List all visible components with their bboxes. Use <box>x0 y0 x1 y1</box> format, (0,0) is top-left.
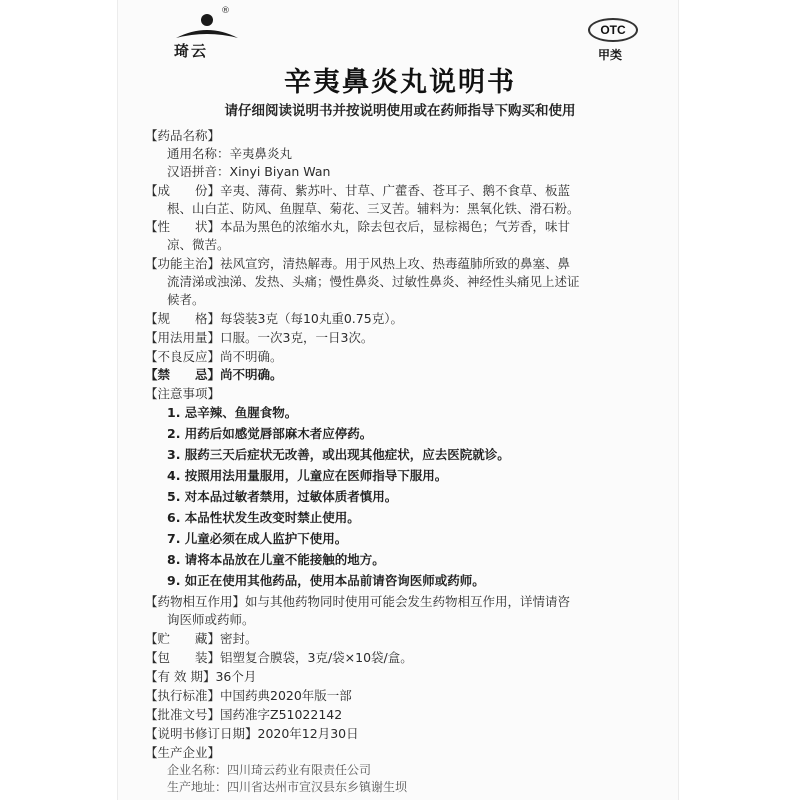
leaflet-line: 【有 效 期】36个月 <box>145 669 257 684</box>
leaflet-line: 8. 请将本品放在儿童不能接触的地方。 <box>167 552 385 567</box>
brand-name: 琦云 <box>174 42 209 60</box>
leaflet-line: 流清涕或浊涕、发热、头痛；慢性鼻炎、过敏性鼻炎、神经性头痛见上述证 <box>167 274 580 289</box>
leaflet-line: 6. 本品性状发生改变时禁止使用。 <box>167 510 360 525</box>
leaflet-line: 【不良反应】尚不明确。 <box>145 349 283 364</box>
registered-mark: ® <box>221 6 230 16</box>
leaflet-line: 【性 状】本品为黑色的浓缩水丸，除去包衣后，显棕褐色；气芳香，味甘 <box>145 219 571 234</box>
leaflet-line: 7. 儿童必须在成人监护下使用。 <box>167 531 348 546</box>
leaflet-line: 询医师或药师。 <box>167 612 255 627</box>
leaflet-line: 【药品名称】 <box>145 128 221 143</box>
leaflet-line: 4. 按照用法用量服用，儿童应在医师指导下服用。 <box>167 468 448 483</box>
leaflet-line: 通用名称：辛夷鼻炎丸 <box>167 146 293 161</box>
leaflet-line: 【生产企业】 <box>145 745 221 760</box>
leaflet-line: 5. 对本品过敏者禁用，过敏体质者慎用。 <box>167 489 398 504</box>
leaflet-line: 【成 份】辛夷、薄荷、紫苏叶、甘草、广藿香、苍耳子、鹅不食草、板蓝 <box>145 183 571 198</box>
leaflet-line: 企业名称：四川琦云药业有限责任公司 <box>167 763 372 777</box>
leaflet-line: 【批准文号】国药准字Z51022142 <box>145 707 343 722</box>
leaflet-line: 【执行标准】中国药典2020年版一部 <box>145 688 352 703</box>
leaflet-line: 根、山白芷、防风、鱼腥草、菊花、三叉苦。辅料为：黑氧化铁、滑石粉。 <box>167 201 580 216</box>
leaflet-line: 候者。 <box>167 292 205 307</box>
document-title: 辛夷鼻炎丸说明书 <box>284 67 516 98</box>
leaflet-line: 【规 格】每袋装3克（每10丸重0.75克）。 <box>145 311 403 326</box>
leaflet-line: 【说明书修订日期】2020年12月30日 <box>145 726 359 741</box>
leaflet-line: 生产地址：四川省达州市宣汉县东乡镇谢生坝 <box>167 780 408 794</box>
leaflet-line: 【功能主治】祛风宣窍，清热解毒。用于风热上攻、热毒蕴肺所致的鼻塞、鼻 <box>145 256 571 271</box>
leaflet-line: 【包 装】铝塑复合膜袋，3克/袋×10袋/盒。 <box>145 650 413 665</box>
document-subtitle: 请仔细阅读说明书并按说明使用或在药师指导下购买和使用 <box>224 103 576 119</box>
leaflet-line: 3. 服药三天后症状无改善，或出现其他症状，应去医院就诊。 <box>167 447 510 462</box>
otc-class: 甲类 <box>598 48 623 62</box>
leaflet-line: 【用法用量】口服。一次3克，一日3次。 <box>145 330 374 345</box>
leaflet-line: 【贮 藏】密封。 <box>145 631 258 646</box>
leaflet-line: 凉、微苦。 <box>167 237 230 252</box>
leaflet-line: 1. 忌辛辣、鱼腥食物。 <box>167 405 298 420</box>
leaflet-line: 2. 用药后如感觉唇部麻木者应停药。 <box>167 426 373 441</box>
leaflet-line: 汉语拼音：Xinyi Biyan Wan <box>167 164 331 179</box>
leaflet-line: 【注意事项】 <box>145 386 221 401</box>
leaflet-line: 【禁 忌】尚不明确。 <box>145 367 283 382</box>
leaflet-line: 【药物相互作用】如与其他药物同时使用可能会发生药物相互作用，详情请咨 <box>145 594 571 609</box>
otc-badge: OTC <box>588 18 638 42</box>
leaflet-line: 9. 如正在使用其他药品，使用本品前请咨询医师或药师。 <box>167 573 485 588</box>
